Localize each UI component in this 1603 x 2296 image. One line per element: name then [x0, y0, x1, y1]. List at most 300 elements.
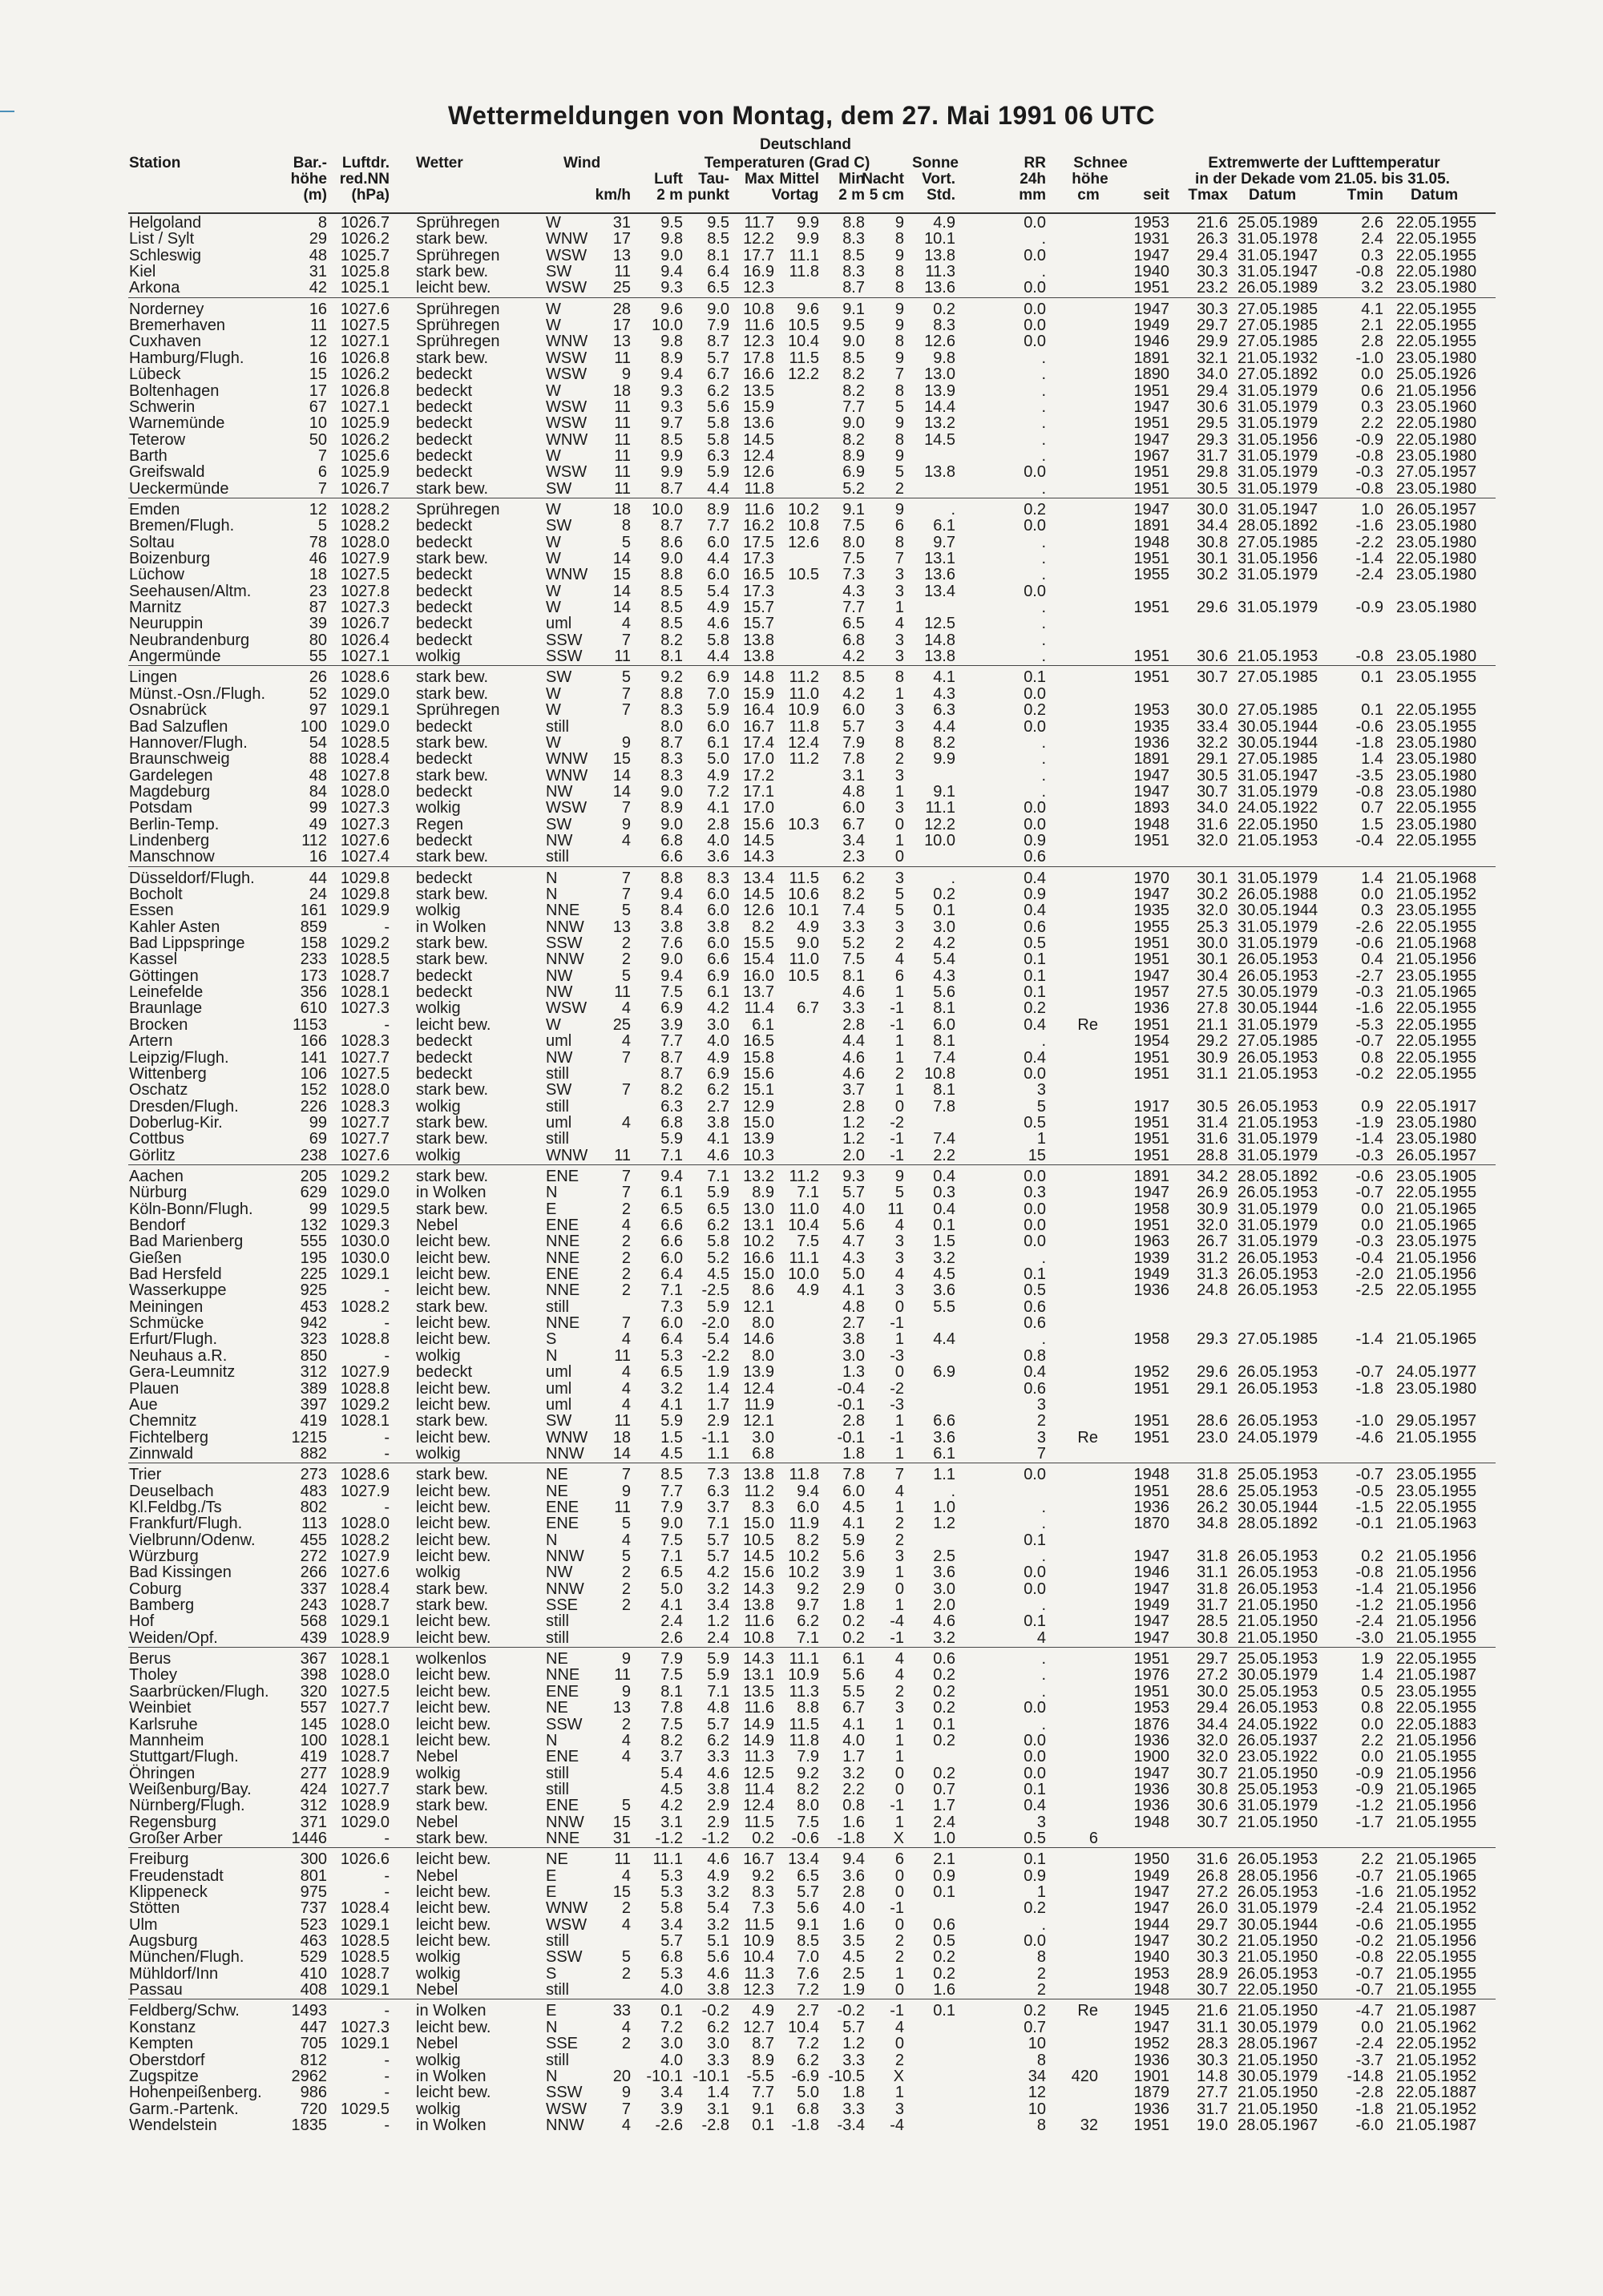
cell-tmax-datum: 28.05.1956: [1238, 1866, 1318, 1885]
cell-station: Weißenburg/Bay.: [129, 1780, 252, 1798]
cell-tmin-datum: 21.05.1955: [1396, 1813, 1477, 1831]
cell-luftdruck: 1027.3: [340, 2018, 390, 2036]
cell-tmax-datum: 21.05.1953: [1238, 831, 1318, 849]
cell-temp-max: 11.6: [744, 1699, 774, 1717]
cell-temp-min: 5.9: [842, 1531, 865, 1549]
cell-temp-nacht: 8: [894, 230, 904, 248]
cell-tmin-datum: 23.05.1955: [1396, 966, 1477, 985]
cell-temp-max: 15.1: [743, 1081, 774, 1100]
cell-station: Hohenpeißenberg.: [129, 2084, 262, 2102]
cell-temp-max: 16.6: [743, 365, 774, 384]
cell-temp-max: 11.5: [744, 1813, 774, 1831]
cell-wind-speed: 7: [621, 701, 631, 720]
cell-temp-mittel: 5.6: [797, 1899, 819, 1918]
cell-wetter: stark bew.: [416, 1167, 489, 1185]
cell-temp-max: 11.4: [744, 1780, 774, 1798]
cell-temp-nacht: 1: [894, 2084, 904, 2102]
cell-wetter: stark bew.: [416, 230, 489, 248]
cell-taupunkt: -1.2: [701, 1829, 729, 1847]
cell-tmin: 2.2: [1361, 1850, 1383, 1869]
cell-rr: 0.0: [1024, 1233, 1046, 1251]
cell-tmax-datum: 27.05.1985: [1238, 668, 1318, 687]
cell-tmax: 30.2: [1197, 1932, 1228, 1951]
cell-wind-speed: 4: [621, 1915, 631, 1934]
cell-temp-max: 11.4: [744, 999, 774, 1018]
cell-temp-nacht: 0: [894, 1580, 904, 1598]
cell-luftdruck: 1029.5: [340, 1200, 390, 1218]
cell-station: Wendelstein: [129, 2116, 217, 2134]
cell-taupunkt: 5.0: [707, 750, 729, 769]
cell-tmax: 32.1: [1197, 349, 1228, 367]
cell-bar-hoehe: 15: [309, 365, 327, 384]
cell-luftdruck: 1026.7: [340, 214, 390, 232]
cell-temp-max: 14.5: [743, 1547, 774, 1565]
cell-temp-min: 4.5: [842, 1498, 865, 1516]
cell-wetter: stark bew.: [416, 1580, 489, 1598]
cell-temp-min: 7.3: [842, 566, 865, 584]
cell-luftdruck: -: [384, 1498, 390, 1516]
cell-rr: 0.4: [1024, 869, 1046, 887]
cell-temp-luft: 9.0: [660, 246, 683, 264]
cell-sonne: 3.0: [933, 1580, 955, 1598]
cell-temp-min: 6.9: [842, 463, 865, 482]
cell-rr: 0.9: [1024, 831, 1046, 849]
cell-tmax-datum: 26.05.1953: [1238, 966, 1318, 985]
table-row: [0, 968, 1603, 984]
cell-temp-nacht: 2: [894, 1682, 904, 1701]
cell-tmax: 29.3: [1197, 1330, 1228, 1349]
cell-tmin: -0.2: [1355, 1064, 1383, 1083]
cell-bar-hoehe: 2962: [291, 2067, 327, 2085]
cell-sonne: 6.3: [933, 701, 955, 720]
cell-temp-nacht: 1: [894, 1596, 904, 1615]
cell-sonne: 0.6: [933, 1650, 955, 1669]
cell-tmin: -1.4: [1355, 1580, 1383, 1598]
table-row: [0, 2084, 1603, 2100]
cell-wetter: stark bew.: [416, 1412, 489, 1430]
cell-bar-hoehe: 356: [300, 983, 327, 1002]
cell-seit: 1970: [1133, 869, 1169, 887]
cell-temp-min: 8.3: [842, 263, 865, 281]
cell-tmax: 28.5: [1197, 1612, 1228, 1631]
cell-temp-min: 4.6: [842, 1048, 865, 1067]
cell-wind-speed: 4: [621, 1866, 631, 1885]
cell-sonne: 4.4: [933, 717, 955, 736]
cell-bar-hoehe: 1153: [292, 1015, 327, 1034]
cell-tmin: -1.8: [1355, 1379, 1383, 1398]
cell-wind-richtung: still: [546, 1932, 569, 1951]
cell-temp-nacht: 5: [894, 902, 904, 920]
cell-temp-min: 2.7: [842, 1314, 865, 1333]
cell-temp-max: 17.5: [743, 533, 774, 551]
cell-luftdruck: 1028.0: [340, 1715, 390, 1733]
cell-temp-min: 7.7: [842, 599, 865, 617]
cell-tmax: 30.0: [1197, 701, 1228, 720]
cell-bar-hoehe: 233: [300, 950, 327, 969]
cell-bar-hoehe: 424: [300, 1780, 327, 1798]
cell-wetter: Sprühregen: [416, 500, 500, 519]
cell-temp-luft: 9.0: [660, 815, 683, 833]
cell-wind-richtung: W: [546, 582, 561, 600]
cell-tmin: -2.4: [1355, 2035, 1383, 2053]
cell-tmax: 30.8: [1197, 533, 1228, 551]
cell-seit: 1891: [1133, 517, 1169, 535]
cell-temp-nacht: 2: [894, 1531, 904, 1549]
cell-temp-mittel: 7.5: [797, 1813, 819, 1831]
cell-wind-speed: 4: [621, 1379, 631, 1398]
cell-taupunkt: 9.0: [707, 300, 729, 318]
cell-temp-nacht: 4: [894, 2018, 904, 2036]
cell-tmin-datum: 23.05.1980: [1396, 279, 1477, 297]
cell-tmin-datum: 22.05.1955: [1396, 1064, 1477, 1083]
cell-tmin-datum: 22.05.1955: [1396, 999, 1477, 1018]
cell-tmax-datum: 21.05.1950: [1238, 1948, 1318, 1967]
cell-temp-luft: 8.2: [660, 631, 683, 649]
cell-wetter: wolkig: [416, 2051, 461, 2069]
cell-taupunkt: 6.1: [707, 983, 729, 1002]
cell-temp-luft: 6.0: [660, 1249, 683, 1267]
table-row: [0, 1949, 1603, 1965]
cell-temp-nacht: 9: [894, 300, 904, 318]
cell-wind-richtung: WSW: [546, 1915, 587, 1934]
cell-tmin: -0.8: [1355, 263, 1383, 281]
cell-sonne: 0.2: [933, 1731, 955, 1749]
cell-bar-hoehe: 277: [300, 1764, 327, 1782]
cell-wind-richtung: SW: [546, 1081, 572, 1100]
cell-tmin: -1.6: [1355, 1883, 1383, 1901]
cell-temp-min: 3.3: [842, 918, 865, 936]
table-row: [0, 1066, 1603, 1082]
cell-wind-speed: 11: [614, 446, 631, 465]
cell-wetter: wolkig: [416, 799, 461, 817]
cell-wind-speed: 8: [621, 517, 631, 535]
cell-temp-max: 12.5: [743, 1764, 774, 1782]
table-row: [0, 1613, 1603, 1629]
cell-bar-hoehe: 39: [309, 615, 327, 633]
cell-tmax: 28.6: [1197, 1482, 1228, 1500]
table-row: [0, 583, 1603, 599]
cell-seit: 1947: [1133, 2018, 1169, 2036]
cell-tmin-datum: 23.05.1955: [1396, 1482, 1477, 1500]
cell-wind-speed: 25: [612, 279, 631, 297]
cell-tmax: 26.8: [1197, 1866, 1228, 1885]
cell-luftdruck: -: [384, 1883, 390, 1901]
cell-tmax: 34.0: [1197, 799, 1228, 817]
cell-tmax-datum: 31.05.1979: [1238, 782, 1318, 801]
header-sonne: Sonne: [911, 155, 959, 171]
cell-tmin: 1.4: [1361, 1666, 1383, 1685]
cell-tmin: -2.2: [1355, 533, 1383, 551]
header-wind: Wind: [563, 155, 601, 171]
cell-wetter: stark bew.: [416, 1466, 489, 1484]
cell-wind-speed: 11: [614, 430, 631, 449]
cell-wind-speed: 7: [621, 869, 631, 887]
cell-station: Deuselbach: [129, 1482, 214, 1500]
cell-wind-richtung: SW: [546, 263, 572, 281]
cell-luftdruck: 1028.0: [340, 1081, 390, 1100]
cell-wind-richtung: NNW: [546, 918, 584, 936]
cell-temp-min: 5.7: [842, 2018, 865, 2036]
cell-rr: .: [1041, 230, 1046, 248]
cell-sonne: 0.1: [933, 2002, 955, 2020]
cell-temp-max: 14.3: [743, 1580, 774, 1598]
cell-tmin: 0.0: [1361, 1200, 1383, 1218]
cell-bar-hoehe: 173: [300, 966, 327, 985]
cell-temp-mittel: 10.2: [788, 500, 819, 519]
cell-sonne: 5.4: [933, 950, 955, 969]
header-min: Min: [838, 171, 865, 188]
cell-wetter: stark bew.: [416, 263, 489, 281]
cell-temp-min: 2.8: [842, 1883, 865, 1901]
cell-temp-min: 5.2: [842, 934, 865, 953]
cell-temp-nacht: 3: [894, 1699, 904, 1717]
cell-wetter: stark bew.: [416, 479, 489, 498]
cell-tmax-datum: 26.05.1953: [1238, 1964, 1318, 1983]
cell-temp-mittel: -0.6: [791, 1829, 819, 1847]
cell-temp-luft: 7.7: [660, 1482, 683, 1500]
cell-tmax-datum: 31.05.1979: [1238, 479, 1318, 498]
cell-bar-hoehe: 55: [309, 648, 327, 666]
cell-luftdruck: -: [384, 1444, 390, 1463]
cell-sonne: 3.0: [933, 918, 955, 936]
cell-station: Boizenburg: [129, 550, 211, 567]
cell-temp-min: 2.5: [842, 1964, 865, 1983]
cell-temp-nacht: -3: [890, 1346, 904, 1365]
cell-temp-luft: 8.2: [660, 1081, 683, 1100]
cell-taupunkt: 6.9: [707, 1064, 729, 1083]
cell-station: Arkona: [129, 279, 180, 297]
cell-taupunkt: 5.9: [707, 1650, 729, 1669]
cell-luftdruck: 1025.8: [340, 263, 390, 281]
cell-bar-hoehe: 312: [300, 1797, 327, 1815]
cell-wind-speed: 15: [612, 566, 631, 584]
cell-wind-speed: 14: [612, 582, 631, 600]
cell-station: Freiburg: [129, 1850, 189, 1869]
cell-wetter: stark bew.: [416, 349, 489, 367]
cell-seit: 1946: [1133, 333, 1169, 351]
cell-station: Soltau: [129, 533, 175, 551]
cell-temp-min: 8.1: [842, 966, 865, 985]
cell-temp-max: 12.3: [743, 1981, 774, 1999]
cell-bar-hoehe: 300: [300, 1850, 327, 1869]
cell-wetter: leicht bew.: [416, 1515, 491, 1533]
cell-temp-min: 3.4: [842, 831, 865, 849]
cell-station: Erfurt/Flugh.: [129, 1330, 218, 1349]
cell-temp-luft: 4.5: [660, 1780, 683, 1798]
cell-temp-mittel: 6.7: [797, 999, 819, 1018]
cell-sonne: 6.1: [933, 517, 955, 535]
cell-tmax-datum: 30.05.1944: [1238, 902, 1318, 920]
cell-rr: 0.0: [1024, 582, 1046, 600]
cell-sonne: 4.1: [933, 668, 955, 687]
cell-temp-min: 6.1: [842, 1650, 865, 1669]
cell-rr: 0.0: [1024, 1466, 1046, 1484]
cell-temp-mittel: 11.0: [789, 1200, 819, 1218]
cell-temp-min: 0.2: [842, 1628, 865, 1647]
cell-bar-hoehe: 419: [300, 1412, 327, 1430]
cell-temp-nacht: 2: [894, 479, 904, 498]
header-extremwerte: Extremwerte der Lufttemperatur: [1208, 155, 1440, 171]
cell-tmin: 0.0: [1361, 886, 1383, 903]
cell-tmin-datum: 23.05.1980: [1396, 815, 1477, 833]
cell-taupunkt: 4.4: [707, 479, 729, 498]
cell-temp-min: 2.9: [842, 1580, 865, 1598]
cell-tmax: 30.6: [1197, 648, 1228, 666]
cell-wind-richtung: WSW: [546, 246, 587, 264]
cell-temp-max: 12.9: [743, 1097, 774, 1116]
cell-tmin: -0.7: [1355, 1964, 1383, 1983]
cell-temp-max: 8.0: [752, 1346, 774, 1365]
cell-bar-hoehe: 705: [300, 2035, 327, 2053]
table-row: [0, 919, 1603, 935]
cell-rr: .: [1041, 1682, 1046, 1701]
cell-temp-mittel: 10.5: [788, 966, 819, 985]
cell-tmin: -0.3: [1355, 983, 1383, 1002]
cell-wind-speed: 2: [621, 1715, 631, 1733]
cell-station: Tholey: [129, 1666, 178, 1685]
cell-temp-min: 1.3: [842, 1363, 865, 1382]
cell-station: Marnitz: [129, 599, 182, 617]
cell-luftdruck: 1026.7: [340, 479, 390, 498]
cell-wetter: Nebel: [416, 1217, 458, 1234]
cell-luftdruck: 1029.2: [340, 934, 390, 953]
cell-wind-richtung: E: [546, 1883, 557, 1901]
cell-wind-speed: 13: [612, 333, 631, 351]
cell-bar-hoehe: 463: [300, 1932, 327, 1951]
cell-temp-mittel: -1.8: [791, 2116, 819, 2134]
table-row: [0, 301, 1603, 317]
table-row: [0, 1115, 1603, 1131]
cell-taupunkt: 6.2: [707, 1217, 729, 1234]
cell-tmin: 2.4: [1361, 230, 1383, 248]
cell-tmin: -0.4: [1355, 1249, 1383, 1267]
cell-luftdruck: 1028.4: [340, 1899, 390, 1918]
cell-temp-mittel: 4.9: [797, 918, 819, 936]
cell-rr: 0.1: [1024, 668, 1046, 687]
cell-rr: 8: [1036, 2116, 1046, 2134]
cell-tmin: -5.3: [1355, 1015, 1383, 1034]
cell-bar-hoehe: 1493: [291, 2002, 327, 2020]
cell-temp-luft: 5.3: [660, 1866, 683, 1885]
cell-temp-max: 10.9: [743, 1932, 774, 1951]
cell-temp-max: 17.7: [743, 246, 774, 264]
cell-temp-mittel: 5.0: [797, 2084, 819, 2102]
table-row: [0, 735, 1603, 751]
cell-schnee: 32: [1080, 2116, 1098, 2134]
cell-tmax: 31.8: [1197, 1466, 1228, 1484]
cell-tmin-datum: 21.05.1956: [1396, 1764, 1477, 1782]
cell-wetter: in Wolken: [416, 918, 487, 936]
cell-wetter: leicht bew.: [416, 1932, 491, 1951]
cell-sonne: 6.9: [933, 1363, 955, 1382]
cell-rr: 0.4: [1024, 1797, 1046, 1815]
cell-sonne: 5.5: [933, 1297, 955, 1316]
cell-temp-nacht: 9: [894, 446, 904, 465]
cell-station: Öhringen: [129, 1764, 196, 1782]
cell-tmax: 28.8: [1197, 1146, 1228, 1164]
cell-temp-luft: 2.4: [660, 1612, 683, 1631]
cell-tmax: 33.4: [1197, 717, 1228, 736]
cell-bar-hoehe: 398: [300, 1666, 327, 1685]
cell-rr: 0.0: [1024, 1748, 1046, 1766]
cell-wind-richtung: ENE: [546, 1265, 579, 1284]
cell-temp-max: 6.8: [752, 1444, 774, 1463]
cell-rr: .: [1041, 381, 1046, 400]
cell-temp-nacht: 8: [894, 533, 904, 551]
cell-taupunkt: 5.8: [707, 430, 729, 449]
cell-bar-hoehe: 44: [309, 869, 327, 887]
cell-seit: 1951: [1133, 1048, 1169, 1067]
cell-temp-mittel: 9.4: [797, 1482, 819, 1500]
cell-wetter: wolkig: [416, 1346, 461, 1365]
cell-temp-luft: 8.7: [660, 733, 683, 752]
cell-station: Aue: [129, 1395, 158, 1414]
cell-seit: 1951: [1133, 550, 1169, 567]
cell-tmax-datum: 31.05.1979: [1238, 1899, 1318, 1918]
cell-wind-speed: 11: [614, 1850, 631, 1869]
cell-temp-min: 6.7: [842, 1699, 865, 1717]
cell-wind-speed: 13: [612, 246, 631, 264]
cell-tmax: 29.6: [1197, 1363, 1228, 1382]
cell-tmin: -1.2: [1355, 1596, 1383, 1615]
cell-wetter: bedeckt: [416, 397, 473, 416]
cell-wind-richtung: E: [546, 1200, 557, 1218]
cell-station: Kassel: [129, 950, 178, 969]
cell-temp-nacht: 9: [894, 214, 904, 232]
cell-temp-max: 15.0: [743, 1113, 774, 1132]
cell-temp-nacht: 9: [894, 317, 904, 335]
cell-station: Braunlage: [129, 999, 203, 1018]
cell-tmin-datum: 21.05.1956: [1396, 1612, 1477, 1631]
cell-temp-mittel: 11.1: [789, 1249, 819, 1267]
cell-sonne: 9.1: [933, 782, 955, 801]
cell-luftdruck: 1025.1: [340, 279, 390, 297]
cell-wetter: wolkig: [416, 1146, 461, 1164]
cell-temp-luft: 0.1: [660, 2002, 683, 2020]
cell-sonne: 0.3: [933, 1184, 955, 1202]
cell-temp-nacht: 7: [894, 365, 904, 384]
cell-tmin-datum: 23.05.1980: [1396, 782, 1477, 801]
table-row: [0, 464, 1603, 480]
cell-tmax-datum: 28.05.1892: [1238, 517, 1318, 535]
cell-tmin-datum: 23.05.1980: [1396, 349, 1477, 367]
cell-tmax: 31.6: [1197, 815, 1228, 833]
cell-rr: 3: [1036, 1081, 1046, 1100]
cell-seit: 1953: [1133, 214, 1169, 232]
cell-rr: 0.5: [1024, 1113, 1046, 1132]
cell-seit: 1936: [1133, 1498, 1169, 1516]
cell-wind-speed: 4: [621, 1748, 631, 1766]
cell-temp-luft: 5.3: [660, 1346, 683, 1365]
table-row: [0, 1413, 1603, 1429]
cell-sonne: 3.6: [933, 1281, 955, 1300]
cell-bar-hoehe: 5: [317, 517, 327, 535]
cell-wind-speed: 4: [621, 1363, 631, 1382]
cell-taupunkt: 3.0: [707, 2035, 729, 2053]
cell-temp-mittel: 2.7: [797, 2002, 819, 2020]
cell-sonne: 4.6: [933, 1612, 955, 1631]
cell-tmin: 0.2: [1361, 1547, 1383, 1565]
cell-wetter: leicht bew.: [416, 2018, 491, 2036]
cell-seit: 1951: [1133, 831, 1169, 849]
cell-taupunkt: 6.3: [707, 446, 729, 465]
cell-tmin: -0.7: [1355, 1466, 1383, 1484]
cell-wind-speed: 9: [621, 1482, 631, 1500]
cell-station: Kempten: [129, 2035, 194, 2053]
cell-tmin-datum: 21.05.1955: [1396, 1748, 1477, 1766]
cell-tmin: 0.8: [1361, 1048, 1383, 1067]
cell-temp-min: 8.2: [842, 365, 865, 384]
